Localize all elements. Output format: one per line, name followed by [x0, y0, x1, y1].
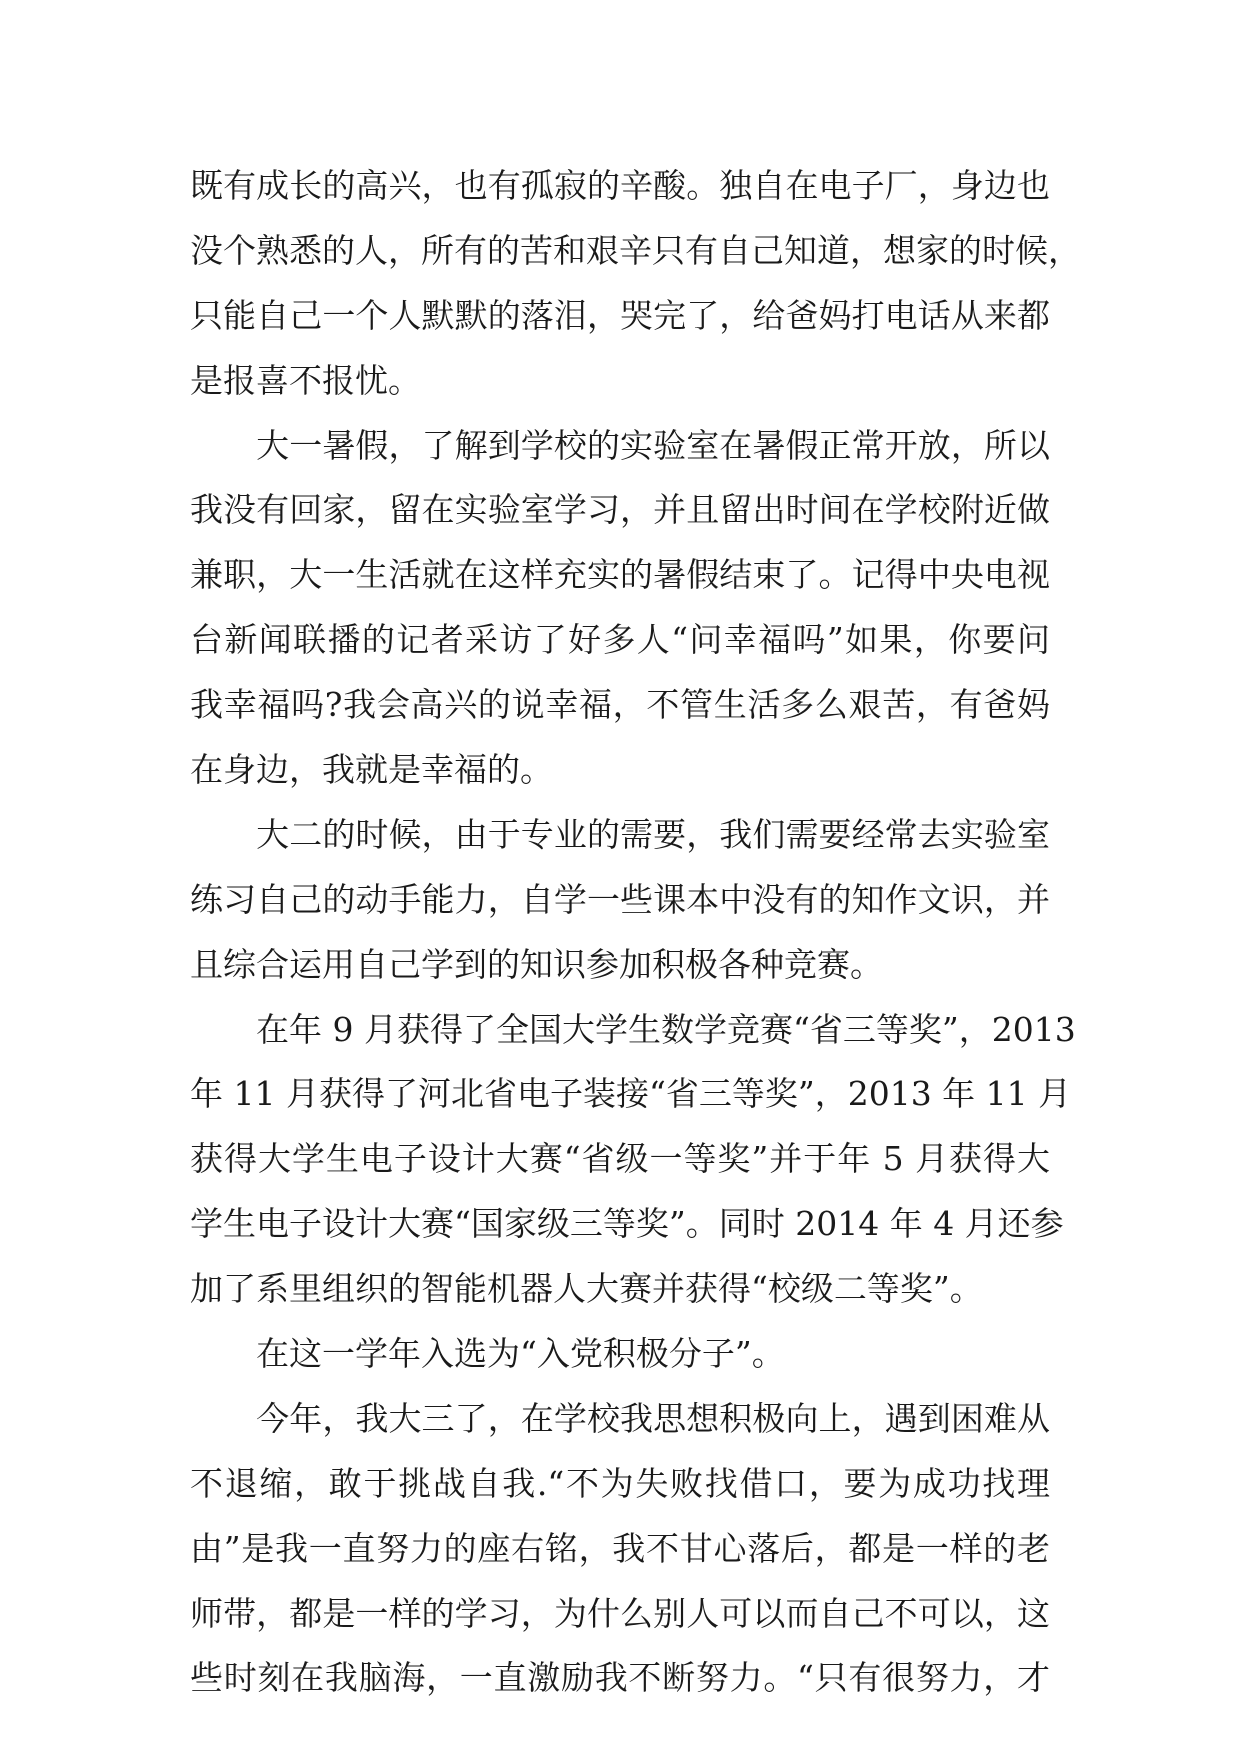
text-line: 加了系里组织的智能机器人大赛并获得“校级二等奖”。 [190, 1269, 983, 1309]
text-line: 我没有回家，留在实验室学习，并且留出时间在学校附近做 [190, 490, 1050, 530]
text-line: 在年 9 月获得了全国大学生数学竞赛“省三等奖”，2013 [190, 1009, 1076, 1049]
text-line: 年 11 月获得了河北省电子装接“省三等奖”，2013 年 11 月 [190, 1074, 1072, 1114]
text-line: 在身边，我就是幸福的。 [190, 750, 553, 790]
text-line: 些时刻在我脑海，一直激励我不断努力。“只有很努力，才 [190, 1658, 1050, 1698]
text-line: 没个熟悉的人，所有的苦和艰辛只有自己知道，想家的时候， [190, 230, 1081, 270]
text-line: 兼职，大一生活就在这样充实的暑假结束了。记得中央电视 [190, 555, 1050, 595]
text-line: 不退缩，敢于挑战自我.“不为失败找借口，要为成功找理 [190, 1463, 1050, 1503]
body-text [190, 154, 1081, 1711]
text-line: 是报喜不报忧。 [190, 360, 421, 400]
text-line: 由”是我一直努力的座右铭，我不甘心落后，都是一样的老 [190, 1528, 1050, 1568]
text-line: 既有成长的高兴，也有孤寂的辛酸。独自在电子厂，身边也 [190, 166, 1050, 205]
text-line: 在这一学年入选为“入党积极分子”。 [190, 1334, 785, 1374]
text-line: 今年，我大三了，在学校我思想积极向上，遇到困难从 [190, 1398, 1050, 1438]
text-line: 大二的时候，由于专业的需要，我们需要经常去实验室 [190, 814, 1050, 854]
text-line: 获得大学生电子设计大赛“省级一等奖”并于年 5 月获得大 [190, 1139, 1050, 1179]
text-line: 学生电子设计大赛“国家级三等奖”。同时 2014 年 4 月还参 [190, 1204, 1064, 1244]
text-line: 练习自己的动手能力，自学一些课本中没有的知作文识，并 [190, 879, 1050, 919]
text-line: 师带，都是一样的学习，为什么别人可以而自己不可以，这 [190, 1593, 1050, 1633]
text-line: 只能自己一个人默默的落泪，哭完了，给爸妈打电话从来都 [190, 295, 1050, 335]
text-line: 台新闻联播的记者采访了好多人“问幸福吗”如果，你要问 [190, 620, 1050, 660]
text-line: 我幸福吗?我会高兴的说幸福，不管生活多么艰苦，有爸妈 [190, 685, 1050, 725]
text-line: 且综合运用自己学到的知识参加积极各种竞赛。 [190, 944, 883, 984]
text-line: 大一暑假，了解到学校的实验室在暑假正常开放，所以 [190, 425, 1050, 465]
